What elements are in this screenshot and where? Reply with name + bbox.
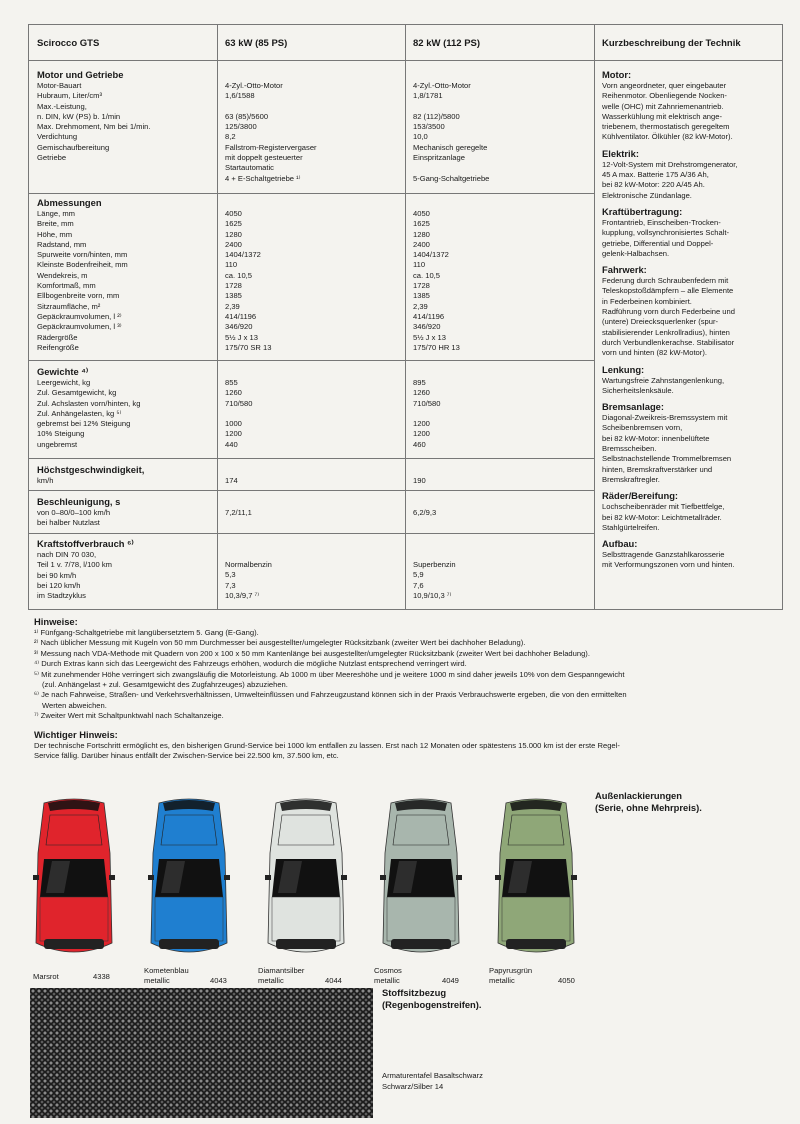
row-rule (29, 490, 594, 491)
color-name (374, 966, 402, 986)
tech-line: gelenk-Halbachsen. (602, 248, 670, 258)
spec-label: im Stadtzyklus (37, 591, 86, 601)
spec-label: nach DIN 70 030, (37, 550, 97, 559)
spec-value: 1260 (413, 388, 430, 398)
tech-line: Selbstnachstellende Trommelbremsen (602, 454, 732, 464)
spec-label: Zul. Achslasten vorn/hinten, kg (37, 398, 141, 408)
tech-title: Motor: (602, 69, 632, 80)
tech-line: Elektronische Zündanlage. (602, 190, 692, 200)
spec-value: 346/920 (225, 322, 253, 332)
tech-line: 45 A max. Batterie 175 A/36 Ah, (602, 170, 709, 180)
tech-title: Kraftübertragung: (602, 205, 683, 217)
weights-values-85 (225, 366, 252, 450)
spec-value: Startautomatic (225, 163, 274, 173)
tech-line: (untere) Dreiecksquerlenker (spur- (602, 317, 719, 327)
spec-value: 10,3/9,7 ⁷⁾ (225, 590, 260, 600)
color-name (144, 966, 189, 986)
notes-section (34, 615, 779, 761)
color-name-line: metallic (374, 976, 400, 985)
tech-title: Bremsanlage: (602, 401, 665, 413)
notes-title: Hinweise: (34, 616, 78, 627)
tech-line: triebenem, thermostatisch geregeltem (602, 122, 730, 132)
spec-label: Zul. Gesamtgewicht, kg (37, 388, 117, 398)
section-title-fuel: Kraftstoffverbrauch ⁶⁾ (37, 538, 134, 549)
spec-label: n. DIN, kW (PS) b. 1/min (37, 111, 121, 121)
car-top-view (30, 793, 118, 963)
table-divider (217, 25, 218, 609)
tech-lenkung (602, 364, 780, 397)
spec-value: 855 (225, 378, 238, 387)
table-divider (594, 25, 595, 609)
header-model: Scirocco GTS (37, 38, 100, 49)
spec-value: 7,6 (413, 580, 424, 590)
accel-value-85: 7,2/11,1 (225, 508, 252, 517)
tech-line: hinten, Bremskraftverstärker und (602, 464, 713, 474)
section-title-accel: Beschleunigung, s (37, 496, 121, 507)
tech-line: Teleskopstoßdämpfern – alle Elemente (602, 286, 734, 296)
spec-label: ungebremst (37, 439, 78, 449)
important-text: Der technische Fortschritt ermöglicht es, den bisherigen Grund-Service bei 1000 km entfallen zu lassen. Erst nach 12 Monaten oder spätestens 15.000 km ist der erste Regel- (34, 740, 620, 750)
spec-label: Sitzraumfläche, m² (37, 301, 101, 311)
footnote: (zul. Anhängelast + zul. Gesamtgewicht des Zugfahrzeuges) abzuziehen. (42, 680, 288, 690)
tech-elektrik (602, 148, 780, 201)
section-title-speed: Höchstgeschwindigkeit, (37, 464, 145, 475)
tech-bremsanlage (602, 401, 780, 485)
tech-description (602, 69, 780, 576)
spec-value: 1404/1372 (225, 250, 261, 260)
car-swatch-cosmos (377, 793, 465, 963)
dims-values-112 (413, 197, 460, 353)
spec-value: 414/1196 (225, 311, 257, 321)
tech-line: bei 82 kW-Motor: innenbelüftete (602, 433, 710, 443)
spec-label: bei 120 km/h (37, 580, 81, 590)
tech-line: Federung durch Schraubenfedern mit (602, 276, 729, 286)
spec-label: von 0–80/0–100 km/h (37, 508, 111, 517)
spec-value: 153/3500 (413, 122, 445, 132)
tech-line: stabilisierender Lenkrollradius), hinten (602, 327, 730, 337)
spec-value: 1404/1372 (413, 250, 449, 260)
spec-value: ca. 10,5 (225, 270, 253, 280)
tech-fahrwerk (602, 264, 780, 358)
car-top-view (492, 793, 580, 963)
spec-label: bei halber Nutzlast (37, 518, 100, 528)
tech-title: Elektrik: (602, 147, 639, 159)
spec-value: 82 (112)/5800 (413, 111, 460, 121)
spec-label: Wendekreis, m (37, 270, 88, 280)
spec-label: Radstand, mm (37, 239, 87, 249)
header-col-technik: Kurzbeschreibung der Technik (602, 38, 741, 49)
spec-label: Länge, mm (37, 209, 75, 218)
spec-label: Rädergröße (37, 332, 78, 342)
footnote: ⁶⁾ Je nach Fahrweise, Straßen- und Verkehrsverhältnissen, Umwelteinflüssen und Fahrzeugzustand können sich in der Praxis Verbrauchswerte ergeben, die von den ermittelten (34, 690, 627, 700)
tech-line: Wartungsfreie Zahnstangenlenkung, (602, 375, 725, 385)
tech-line: in Federbeinen kombiniert. (602, 296, 692, 306)
tech-line: Sicherheitslenksäule. (602, 385, 674, 395)
section-title-motor: Motor und Getriebe (37, 69, 124, 80)
footnote: ⁵⁾ Mit zunehmender Höhe verringert sich zwangsläufig die Motorleistung. Ab 1000 m über Meereshöhe und je weitere 1000 m sind daher jeweils 10% von dem Gespanngewicht (34, 669, 625, 679)
spec-value: 710/580 (413, 398, 441, 408)
spec-value: 63 (85)/5600 (225, 111, 269, 121)
tech-title: Aufbau: (602, 538, 638, 550)
spec-value: 5-Gang-Schaltgetriebe (413, 173, 490, 183)
spec-label: Teil 1 v. 7/78, l/100 km (37, 560, 112, 570)
spec-label: bei 90 km/h (37, 570, 77, 580)
spec-label: Spurweite vorn/hinten, mm (37, 250, 128, 260)
color-name: Marsrot (33, 972, 59, 981)
color-name-line: Diamantsilber (258, 966, 305, 975)
spec-value: Mechanisch geregelte (413, 142, 488, 152)
color-name (258, 966, 304, 986)
tech-line: Kühlventilator. Ölkühler (82 kW-Motor). (602, 132, 733, 142)
tech-line: vorn und hinten (82 kW-Motor). (602, 348, 707, 358)
color-name-line: metallic (258, 976, 284, 985)
speed-value-85: 174 (225, 476, 238, 485)
spec-value: 8,2 (225, 132, 236, 142)
fuel-values-112 (413, 560, 456, 601)
spec-value: Normalbenzin (225, 560, 272, 569)
spec-label: 10% Steigung (37, 429, 85, 439)
color-code: 4044 (325, 976, 342, 985)
spec-value: 4-Zyl.-Otto-Motor (225, 81, 283, 90)
color-code: 4043 (210, 976, 227, 985)
speed-value-112: 190 (413, 476, 426, 485)
spec-value: 2400 (225, 239, 242, 249)
dims-values-85 (225, 197, 271, 353)
tech-line: welle (OHC) mit Zahnriemenantrieb. (602, 101, 724, 111)
tech-motor (602, 69, 780, 143)
tech-line: mit Verformungszonen vorn und hinten. (602, 560, 735, 570)
tech-raeder (602, 490, 780, 533)
spec-table (28, 24, 783, 610)
color-code: 4049 (442, 976, 459, 985)
fabric-swatch (30, 988, 373, 1118)
footnote: ¹⁾ Fünfgang-Schaltgetriebe mit langübersetztem 5. Gang (E-Gang). (34, 628, 259, 637)
spec-label: Reifengröße (37, 342, 79, 352)
tech-line: Reihenmotor. Obenliegende Nocken- (602, 91, 727, 101)
fuel-values-85 (225, 560, 272, 601)
spec-value: 710/580 (225, 398, 253, 408)
spec-value: 1625 (413, 219, 430, 229)
tech-line: kupplung, vollsynchronisiertes Schalt- (602, 228, 730, 238)
tech-line: bei 82 kW-Motor: 220 A/45 Ah. (602, 180, 705, 190)
color-name-line: Cosmos (374, 966, 402, 975)
spec-value: 4-Zyl.-Otto-Motor (413, 81, 471, 90)
row-rule (29, 360, 594, 361)
spec-value: 460 (413, 439, 426, 449)
motor-values-85 (225, 69, 317, 184)
spec-value: 414/1196 (413, 311, 445, 321)
color-name-line: Kometenblau (144, 966, 189, 975)
tech-title: Fahrwerk: (602, 264, 647, 276)
spec-value: 1200 (413, 419, 430, 429)
tech-line: 12-Volt-System mit Drehstromgenerator, (602, 159, 738, 169)
tech-line: Diagonal-Zweikreis-Bremssystem mit (602, 413, 728, 423)
spec-label: gebremst bei 12% Steigung (37, 419, 131, 429)
header-rule (29, 60, 783, 61)
spec-value: 1200 (413, 429, 430, 439)
spec-value: 1200 (225, 429, 242, 439)
spec-label: Gepäckraumvolumen, l ²⁾ (37, 311, 122, 321)
spec-label: Hubraum, Liter/cm³ (37, 91, 102, 101)
fabric-label-line: Schwarz/Silber 14 (382, 1081, 444, 1091)
title-line: Außenlackierungen (595, 790, 682, 801)
footnote: ²⁾ Nach üblicher Messung mit Kugeln von 50 mm Durchmesser bei ausgestellter/umgelegter Rücksitzbank (zweiter Wert bei dachhoher Beladung). (34, 638, 526, 648)
section-title-weights: Gewichte ⁴⁾ (37, 366, 89, 377)
spec-value: ca. 10,5 (413, 270, 441, 280)
spec-value: mit doppelt gesteuerter (225, 153, 303, 163)
spec-value: 10,9/10,3 ⁷⁾ (413, 590, 452, 600)
spec-value: Einspritzanlage (413, 153, 465, 163)
color-code: 4338 (93, 972, 110, 981)
tech-line: Selbsttragende Ganzstahlkarosserie (602, 550, 725, 560)
fuel-labels (37, 538, 134, 601)
spec-label: Leergewicht, kg (37, 378, 91, 387)
car-swatch-marsrot (30, 793, 118, 963)
fabric-title (382, 987, 482, 1011)
spec-label: Max.-Leistung, (37, 101, 87, 111)
spec-value: 1260 (225, 388, 242, 398)
tech-line: bei 82 kW-Motor: Leichtmetallräder. (602, 512, 722, 522)
spec-label: Motor-Bauart (37, 81, 82, 90)
spec-label: km/h (37, 476, 54, 485)
car-top-view (145, 793, 233, 963)
spec-value: 1280 (413, 229, 430, 239)
spec-value: 4 + E-Schaltgetriebe ¹⁾ (225, 173, 301, 183)
spec-value: 2400 (413, 239, 430, 249)
table-divider (405, 25, 406, 609)
row-rule (29, 458, 594, 459)
title-line: (Regenbogenstreifen). (382, 999, 482, 1010)
spec-value: 5½ J x 13 (225, 332, 258, 342)
header-col-85ps: 63 kW (85 PS) (225, 38, 288, 49)
spec-label: Breite, mm (37, 219, 74, 229)
footnote: ⁴⁾ Durch Extras kann sich das Leergewicht des Fahrzeugs erhöhen, wodurch die mögliche Nutzlast entsprechend verringert wird. (34, 659, 467, 669)
spec-value: 110 (225, 260, 238, 270)
section-title-dims: Abmessungen (37, 197, 102, 208)
spec-value: 1385 (413, 291, 430, 301)
footnote: ³⁾ Messung nach VDA-Methode mit Quadern von 200 x 100 x 50 mm Kantenlänge bei ausgestellter/umgelegter Rücksitzbank (zweiter Wert bei dachhoher Beladung). (34, 648, 590, 658)
car-top-view (377, 793, 465, 963)
spec-label: Gemischaufbereitung (37, 142, 110, 152)
tech-line: Scheibenbremsen vorn, (602, 423, 683, 433)
accel-labels (37, 496, 120, 529)
spec-value: 1000 (225, 419, 242, 429)
spec-value: 7,3 (225, 580, 236, 590)
title-line: (Serie, ohne Mehrpreis). (595, 802, 702, 813)
spec-value: 1,8/1781 (413, 91, 443, 101)
tech-line: Stahlgürtelreifen. (602, 522, 660, 532)
spec-value: 346/920 (413, 322, 441, 332)
spec-value: 1385 (225, 291, 242, 301)
spec-value: 2,39 (413, 301, 428, 311)
spec-label: Ellbogenbreite vorn, mm (37, 291, 120, 301)
spec-value: 1280 (225, 229, 242, 239)
speed-labels (37, 464, 144, 486)
spec-value: 895 (413, 378, 426, 387)
tech-line: Frontantrieb, Einscheiben-Trocken- (602, 217, 721, 227)
color-name-line: metallic (144, 976, 170, 985)
spec-label: Verdichtung (37, 132, 78, 142)
spec-value: 175/70 SR 13 (225, 342, 272, 352)
color-name-line: Papyrusgrün (489, 966, 533, 975)
car-swatch-papyrusgruen (492, 793, 580, 963)
motor-labels (37, 69, 151, 163)
tech-line: Lochscheibenräder mit Tiefbettfelge, (602, 502, 725, 512)
color-name-line: metallic (489, 976, 515, 985)
spec-label: Gepäckraumvolumen, l ³⁾ (37, 322, 122, 332)
dims-labels (37, 197, 128, 353)
tech-kraftuebertragung (602, 206, 780, 259)
header-col-112ps: 82 kW (112 PS) (413, 38, 481, 49)
spec-label: Komfortmaß, mm (37, 281, 96, 291)
footnote: ⁷⁾ Zweiter Wert mit Schaltpunktwahl nach Schaltanzeige. (34, 711, 224, 721)
row-rule (29, 533, 594, 534)
spec-value: 4050 (225, 209, 242, 218)
spec-value: 5,9 (413, 570, 424, 580)
row-rule (29, 193, 594, 194)
important-text: Service fällig. Darüber hinaus entfällt der Zwischen-Service bei 22.500 km, 37.500 km, etc. (34, 751, 339, 761)
spec-value: 440 (225, 439, 238, 449)
spec-value: 1625 (225, 219, 242, 229)
spec-label: Max. Drehmoment, Nm bei 1/min. (37, 122, 151, 132)
footnote: Werten abweichen. (42, 700, 107, 710)
spec-value: 5,3 (225, 570, 236, 580)
spec-value: 175/70 HR 13 (413, 342, 460, 352)
tech-line: Radführung vorn durch Federbeine und (602, 307, 735, 317)
tech-line: Bremsscheiben. (602, 444, 657, 454)
tech-line: Bremskraftregler. (602, 474, 660, 484)
important-title: Wichtiger Hinweis: (34, 728, 118, 740)
spec-label: Kleinste Bodenfreiheit, mm (37, 260, 128, 270)
tech-line: Wasserkühlung mit elektrisch ange- (602, 111, 723, 121)
car-top-view (262, 793, 350, 963)
spec-label: Getriebe (37, 153, 67, 163)
spec-value: 1,6/1588 (225, 91, 255, 101)
color-name (489, 966, 532, 986)
spec-value: 1728 (225, 281, 242, 291)
spec-value: Fallstrom-Registervergaser (225, 142, 317, 152)
tech-title: Räder/Bereifung: (602, 490, 679, 502)
tech-line: Vorn angeordneter, quer eingebauter (602, 81, 727, 90)
spec-value: 10,0 (413, 132, 428, 142)
spec-value: 125/3800 (225, 122, 257, 132)
spec-value: 4050 (413, 209, 430, 218)
fabric-label-line: Armaturentafel Basaltschwarz (382, 1071, 483, 1080)
tech-title: Lenkung: (602, 363, 645, 375)
title-line: Stoffsitzbezug (382, 987, 447, 998)
tech-line: durch Verbundlenkerachse. Stabilisator (602, 337, 735, 347)
spec-value: 110 (413, 260, 426, 270)
color-code: 4050 (558, 976, 575, 985)
car-swatch-diamantsilber (262, 793, 350, 963)
motor-values-112 (413, 69, 489, 184)
weights-values-112 (413, 366, 440, 450)
fabric-label (382, 1071, 483, 1092)
tech-line: getriebe, Differential und Doppel- (602, 238, 714, 248)
accel-value-112: 6,2/9,3 (413, 508, 437, 517)
spec-value: 5½ J x 13 (413, 332, 446, 342)
weights-labels (37, 366, 140, 450)
spec-value: Superbenzin (413, 560, 456, 569)
car-swatch-kometenblau (145, 793, 233, 963)
spec-value: 2,39 (225, 301, 240, 311)
spec-label: Zul. Anhängelasten, kg ⁵⁾ (37, 408, 122, 418)
spec-value: 1728 (413, 281, 430, 291)
spec-label: Höhe, mm (37, 229, 73, 239)
exterior-colors-title (595, 790, 702, 814)
tech-aufbau (602, 538, 780, 571)
